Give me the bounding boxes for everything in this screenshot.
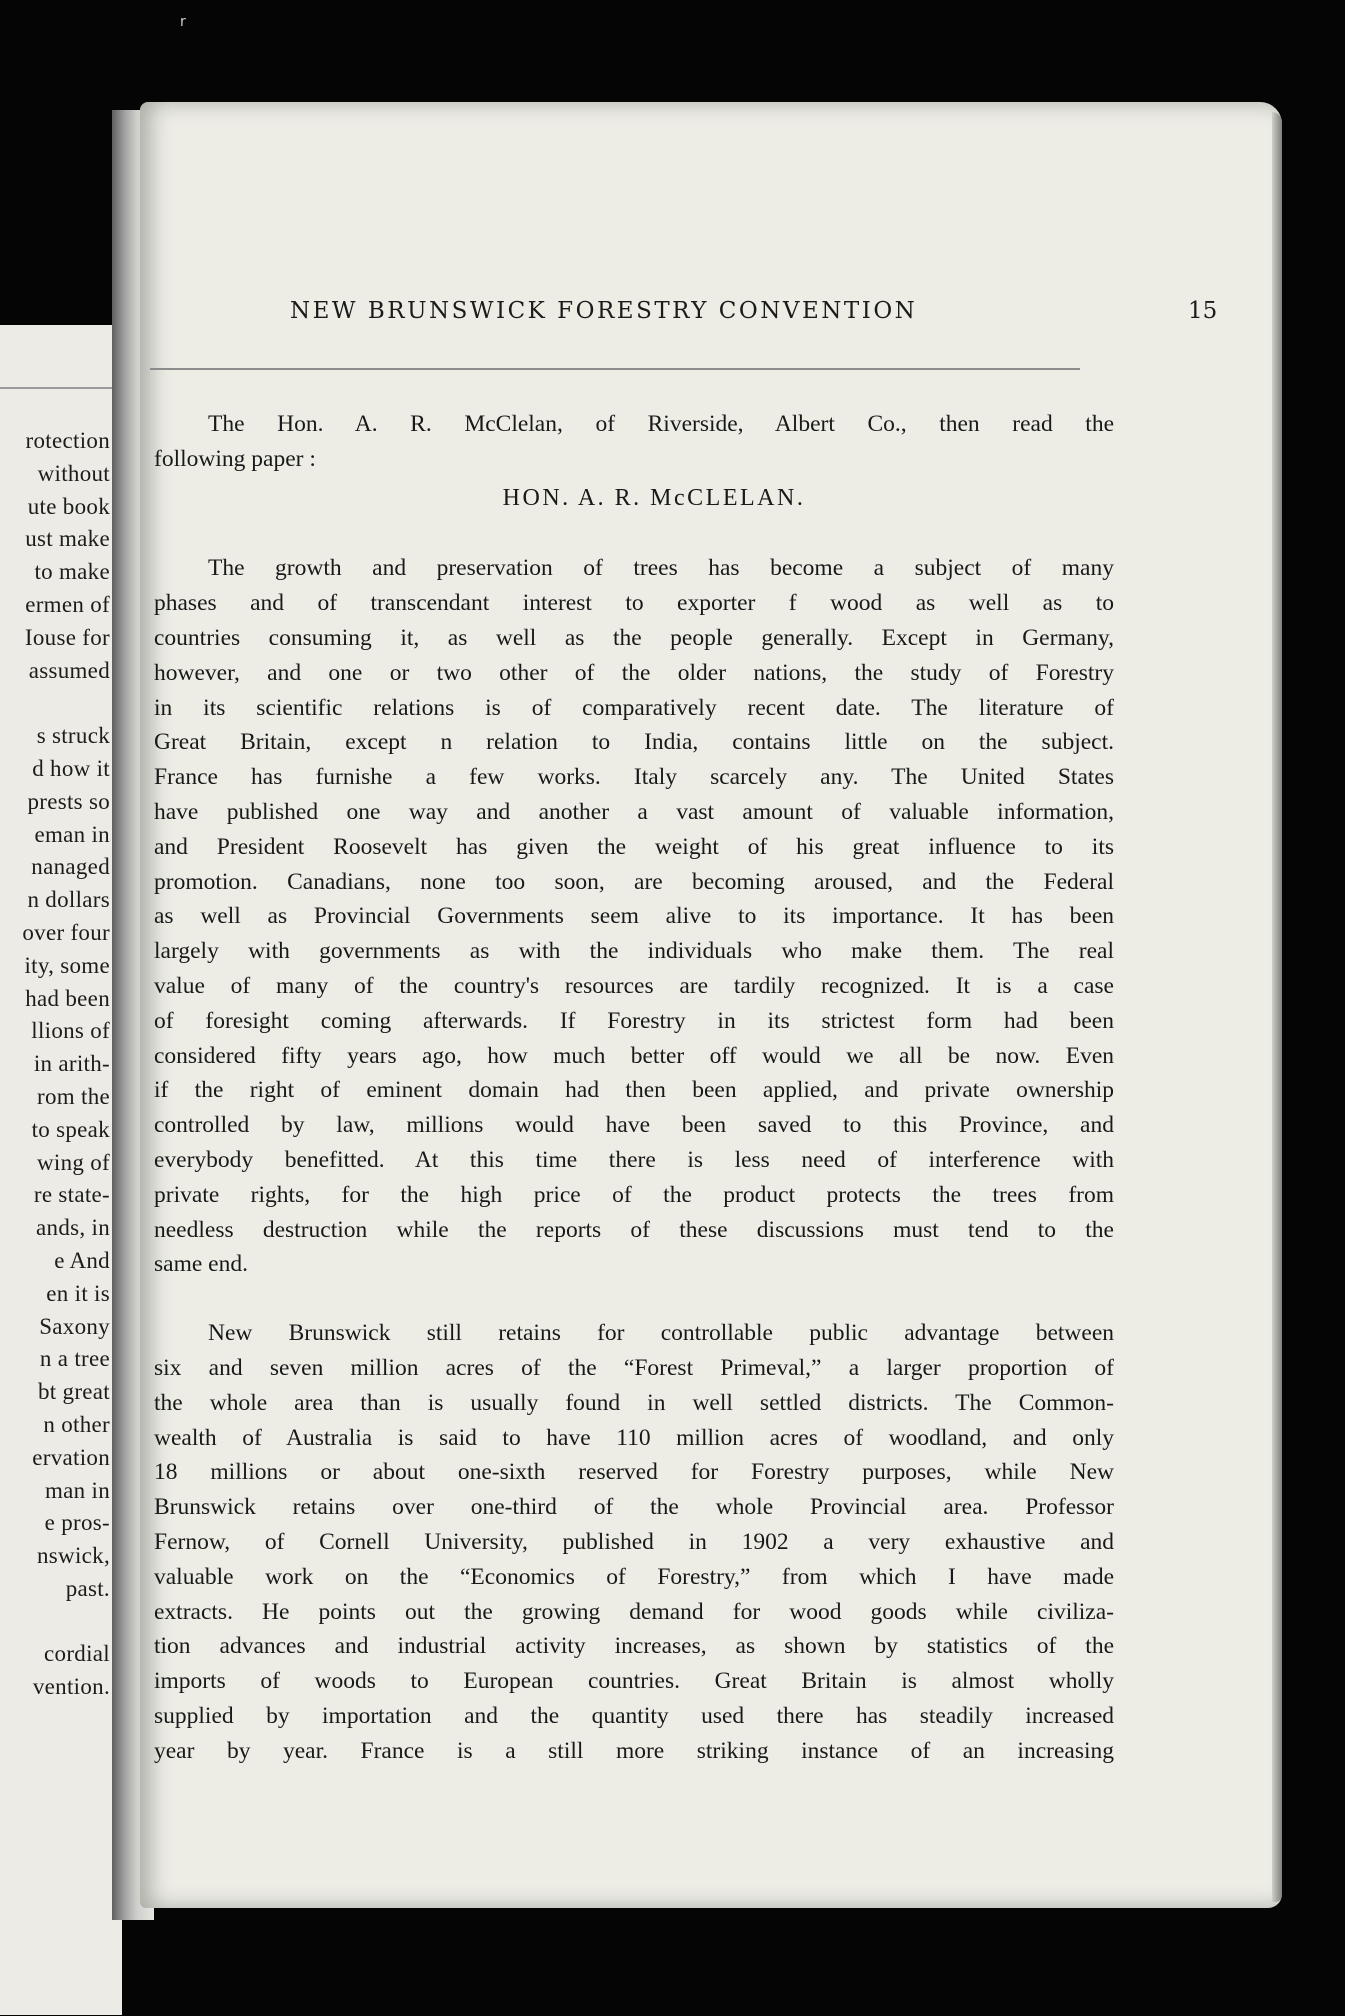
left-line: wing of <box>36 1149 110 1175</box>
left-line: bt great <box>37 1379 110 1405</box>
left-line: ute book <box>27 493 110 519</box>
left-line: e And <box>54 1247 110 1273</box>
left-line: man in <box>44 1477 110 1503</box>
paragraph-line: New Brunswick still retains for controllable public advantage between <box>208 1320 1114 1347</box>
left-gap <box>0 1606 110 1639</box>
left-line: rom the <box>37 1083 110 1109</box>
paragraph-line: everybody benefitted. At this time there is less need of interference with <box>154 1146 1114 1173</box>
paragraph-line: year by year. France is a still more striking instance of an increasing <box>154 1737 1114 1764</box>
paragraph-line: as well as Provincial Governments seem alive to its importance. It has been <box>154 903 1114 930</box>
paragraph-line: if the right of eminent domain had then been applied, and private ownership <box>154 1077 1114 1104</box>
paragraph-line: have published one way and another a vast amount of valuable information, <box>154 798 1114 825</box>
paragraph-line: 18 millions or about one-sixth reserved for Forestry purposes, while New <box>154 1459 1114 1486</box>
paragraph-line: six and seven million acres of the “Forest Primeval,” a larger proportion of <box>154 1354 1114 1381</box>
paragraph-line: tion advances and industrial activity increases, as shown by statistics of the <box>154 1633 1114 1660</box>
left-line: cordial <box>44 1641 110 1667</box>
left-line: n other <box>43 1411 110 1437</box>
paragraph-line: Fernow, of Cornell University, published in 1902 a very exhaustive and <box>154 1528 1114 1555</box>
paragraph-line: promotion. Canadians, none too soon, are becoming aroused, and the Federal <box>154 868 1114 895</box>
paragraph-line: imports of woods to European countries. Great Britain is almost wholly <box>154 1668 1114 1695</box>
left-line: nanaged <box>31 854 110 880</box>
left-page-rule <box>0 387 112 389</box>
left-line: rotection <box>25 428 110 453</box>
paragraph-line: valuable work on the “Economics of Forestry,” from which I have made <box>154 1563 1114 1590</box>
left-line: assumed <box>28 657 110 683</box>
left-line: in arith- <box>33 1051 110 1077</box>
left-line: s struck <box>36 723 110 749</box>
left-line: llions of <box>31 1018 110 1044</box>
paragraph-line: the whole area than is usually found in well settled districts. The Common- <box>154 1389 1114 1416</box>
paragraph-line: controlled by law, millions would have been saved to this Province, and <box>154 1112 1114 1139</box>
intro-line: following paper : <box>154 445 316 472</box>
left-line: e pros- <box>44 1510 110 1536</box>
left-line: without <box>37 460 110 486</box>
paragraph-line: phases and of transcendant interest to exporter f wood as well as to <box>154 590 1114 617</box>
left-line: ervation <box>32 1444 110 1470</box>
paragraph-line: of foresight coming afterwards. If Forestry in its strictest form had been <box>154 1007 1114 1034</box>
running-head: NEW BRUNSWICK FORESTRY CONVENTION <box>290 298 918 324</box>
left-line: eman in <box>34 821 110 847</box>
left-line: re state- <box>33 1182 110 1208</box>
page-number: 15 <box>1188 298 1218 324</box>
left-gap <box>0 687 110 720</box>
left-line: en it is <box>46 1280 110 1306</box>
left-line: Saxony <box>39 1313 110 1339</box>
left-line: n a tree <box>39 1346 110 1372</box>
paragraph-line: value of many of the country's resources are tardily recognized. It is a case <box>154 972 1114 999</box>
left-line: nswick, <box>36 1543 110 1569</box>
paragraph-line: The growth and preservation of trees has become a subject of many <box>208 555 1114 582</box>
left-line: ust make <box>25 526 110 552</box>
right-page <box>140 102 1282 1908</box>
scan-corner-mark: r <box>180 14 186 30</box>
paragraph-line: however, and one or two other of the older nations, the study of Forestry <box>154 659 1114 686</box>
left-line: had been <box>25 985 110 1011</box>
left-line: ands, in <box>36 1215 110 1241</box>
paragraph-line: France has furnishe a few works. Italy scarcely any. The United States <box>154 764 1114 791</box>
paragraph-line: supplied by importation and the quantity used there has steadily increased <box>154 1702 1114 1729</box>
paragraph-line: and President Roosevelt has given the weight of his great influence to its <box>154 833 1114 860</box>
page-body <box>154 407 1114 1768</box>
left-line: past. <box>65 1575 110 1601</box>
paragraph-line: wealth of Australia is said to have 110 million acres of woodland, and only <box>154 1424 1114 1451</box>
paragraph-line: largely with governments as with the individuals who make them. The real <box>154 938 1114 965</box>
left-line: to speak <box>31 1116 110 1142</box>
page-edge-shadow <box>1272 112 1282 1902</box>
left-line: vention. <box>32 1674 110 1700</box>
paragraph-line: considered fifty years ago, how much better off would we all be now. Even <box>154 1042 1114 1069</box>
left-line: prests so <box>27 788 110 814</box>
left-line: Iouse for <box>24 624 110 650</box>
paragraph-gap <box>154 1282 1114 1316</box>
intro-line: The Hon. A. R. McClelan, of Riverside, Albert Co., then read the <box>208 411 1114 437</box>
left-line: d how it <box>32 755 110 781</box>
left-line: over four <box>22 919 110 945</box>
paragraph-line: Brunswick retains over one-third of the whole Provincial area. Professor <box>154 1494 1114 1521</box>
paragraph-line: private rights, for the high price of the product protects the trees from <box>154 1181 1114 1208</box>
paragraph-line: in its scientific relations is of comparatively recent date. The literature of <box>154 694 1114 721</box>
left-page-fragment <box>0 325 122 2015</box>
paragraph-line: same end. <box>154 1251 248 1278</box>
paragraph-line: extracts. He points out the growing demand for wood goods while civiliza- <box>154 1598 1114 1625</box>
left-line: to make <box>34 559 110 585</box>
left-line: n dollars <box>27 887 110 913</box>
paragraph-line: Great Britain, except n relation to India, contains little on the subject. <box>154 729 1114 756</box>
left-page-text <box>0 425 110 1704</box>
header-rule <box>150 368 1080 370</box>
speaker-heading: HON. A. R. McCLELAN. <box>502 484 806 511</box>
left-line: ermen of <box>25 591 110 617</box>
paragraph-line: countries consuming it, as well as the people generally. Except in Germany, <box>154 624 1114 651</box>
paragraph-line: needless destruction while the reports of these discussions must tend to the <box>154 1216 1114 1243</box>
left-line: ity, some <box>24 952 110 978</box>
